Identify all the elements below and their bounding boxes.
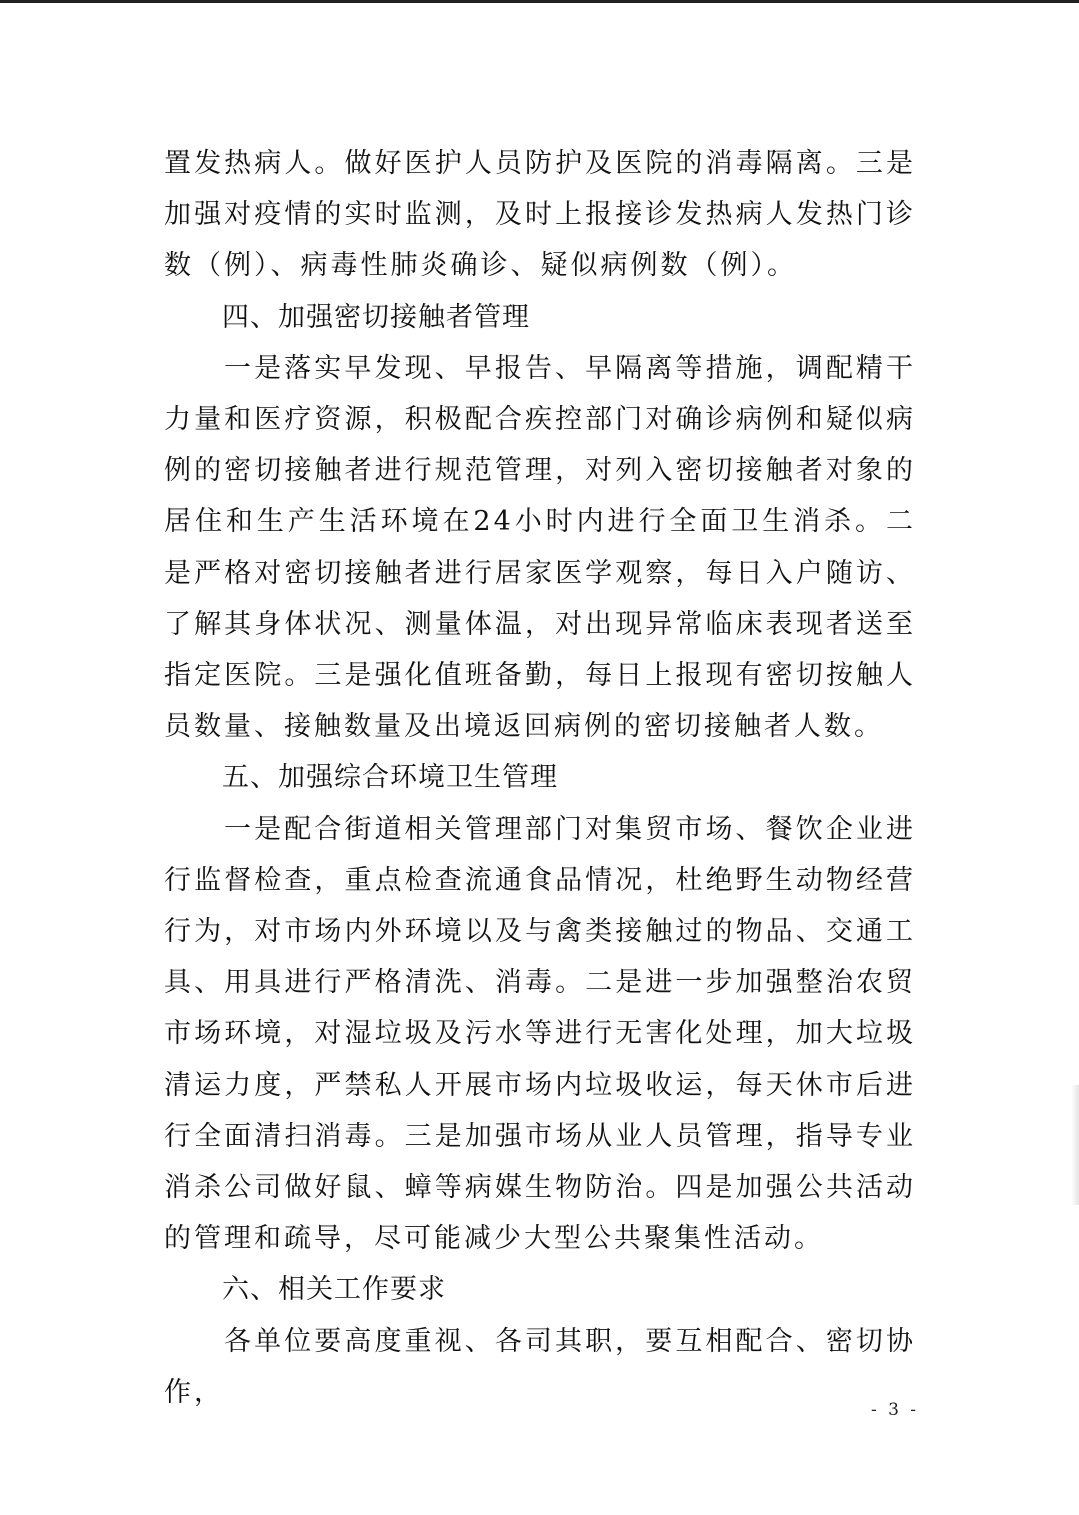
paragraph-continued: 置发热病人。做好医护人员防护及医院的消毒隔离。三是加强对疫情的实时监测，及时上报接诊发热病人发热门诊数（例）、病毒性肺炎确诊、疑似病例数（例）。 [164, 148, 916, 282]
section-heading-5: 五、加强综合环境卫生管理 [222, 762, 558, 794]
paragraph-close-contacts: 一是落实早发现、早报告、早隔离等措施，调配精干力量和医疗资源，积极配合疾控部门对确诊病例和疑似病例的密切接触者进行规范管理，对列入密切接触者对象的居住和生产生活环境在24小时内进行全面卫生消杀。二是严格对密切接触者进行居家医学观察，每日入户随访、了解其身体状况、测量体温，对出现异常临床表现者送至指定医院。三是强化值班备勤，每日上报现有密切按触人员数量、接触数量及出境返回病例的密切接触者人数。 [164, 352, 916, 743]
document-body [164, 138, 916, 1418]
page-edge-shadow [1071, 1085, 1079, 1205]
paragraph-environment-hygiene: 一是配合街道相关管理部门对集贸市场、餐饮企业进行监督检查，重点检查流通食品情况，杜绝野生动物经营行为，对市场内外环境以及与禽类接触过的物品、交通工具、用具进行严格清洗、消毒。二是进一步加强整治农贸市场环境，对湿垃圾及污水等进行无害化处理，加大垃圾清运力度，严禁私人开展市场内垃圾收运，每天休市后进行全面清扫消毒。三是加强市场从业人员管理，指导专业消杀公司做好鼠、蟑等病媒生物防治。四是加强公共活动的管理和疏导，尽可能减少大型公共聚集性活动。 [164, 813, 916, 1255]
section-heading-6: 六、相关工作要求 [222, 1274, 446, 1306]
section-heading-4: 四、加强密切接触者管理 [222, 301, 530, 333]
page-number: - 3 - [870, 1400, 920, 1420]
top-border-line [0, 0, 1079, 3]
paragraph-work-requirements: 各单位要高度重视、各司其职，要互相配合、密切协作， [164, 1325, 916, 1408]
